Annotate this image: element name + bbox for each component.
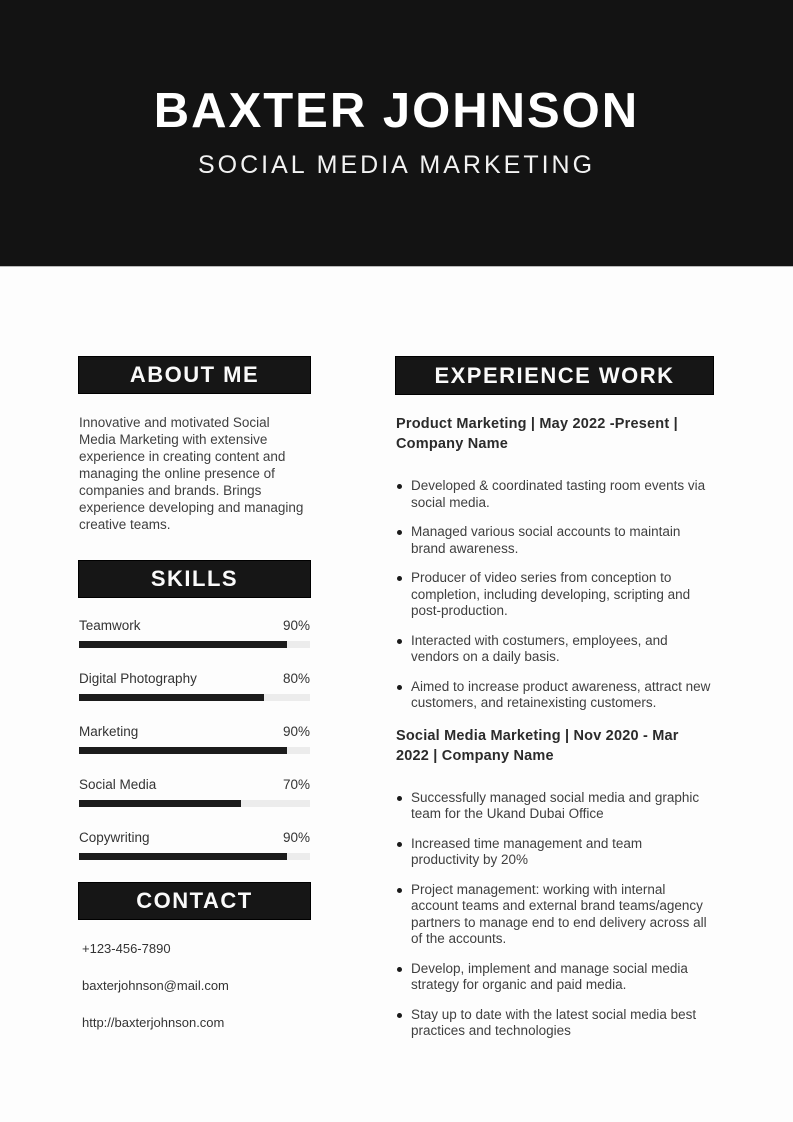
skill-progress-fill: [79, 853, 287, 860]
job-bullet-text: Successfully managed social media and graphic team for the Ukand Dubai Office: [411, 789, 700, 821]
skill-label: Digital Photography: [79, 671, 197, 686]
person-role-subtitle: SOCIAL MEDIA MARKETING: [197, 151, 596, 180]
job-bullet-item: [396, 836, 713, 869]
person-name: BAXTER JOHNSON: [153, 83, 640, 138]
bullet-dot-icon: [397, 685, 402, 690]
skill-progress-fill: [79, 641, 287, 648]
bullet-dot-icon: [397, 967, 402, 972]
job-bullet-text: Managed various social accounts to maintain brand awareness.: [411, 524, 681, 556]
bullet-dot-icon: [397, 639, 402, 644]
job-entry: [396, 414, 713, 712]
job-bullet-text: Increased time management and team productivity by 20%: [411, 835, 643, 867]
skills-section-title: SKILLS: [150, 566, 239, 591]
skill-percentage: 80%: [282, 671, 310, 686]
contact-section-title: CONTACT: [136, 888, 253, 913]
bullet-dot-icon: [397, 1013, 402, 1018]
contact-list: [79, 941, 310, 1031]
bullet-dot-icon: [397, 796, 402, 801]
job-bullet-text: Develop, implement and manage social media strategy for organic and paid media.: [411, 960, 688, 992]
skill-row: [79, 830, 310, 860]
skill-label: Copywriting: [79, 830, 150, 845]
job-bullet-item: [396, 478, 713, 511]
skill-progress-fill: [79, 747, 287, 754]
skill-progress-track: [79, 800, 310, 807]
job-bullet-item: [396, 524, 713, 557]
experience-jobs-list: [396, 414, 713, 1040]
job-bullet-text: Developed & coordinated tasting room events via social media.: [411, 478, 706, 510]
job-heading: Social Media Marketing | Nov 2020 - Mar 2022 | Company Name: [396, 727, 679, 764]
resume-header: [0, 0, 793, 267]
about-section-title: ABOUT ME: [129, 362, 260, 387]
skill-progress-fill: [79, 800, 241, 807]
skill-progress-track: [79, 641, 310, 648]
skill-row: [79, 671, 310, 701]
skill-percentage: 90%: [282, 618, 310, 633]
left-column: [79, 357, 310, 1054]
skill-progress-track: [79, 747, 310, 754]
job-bullet-item: [396, 679, 713, 712]
skill-progress-track: [79, 853, 310, 860]
job-bullet-text: Aimed to increase product awareness, attract new customers, and retainexisting customers.: [411, 678, 711, 710]
job-bullet-text: Producer of video series from conception to completion, including developing, scripting and post-production.: [411, 570, 691, 618]
skill-label: Social Media: [79, 777, 157, 792]
experience-section-header: [396, 357, 713, 394]
job-bullet-item: [396, 961, 713, 994]
skill-row: [79, 618, 310, 648]
contact-item-phone: +123-456-7890: [82, 941, 171, 956]
skill-row: [79, 777, 310, 807]
skill-percentage: 90%: [282, 830, 310, 845]
skill-label: Marketing: [79, 724, 139, 739]
resume-body: [0, 267, 793, 1054]
bullet-dot-icon: [397, 530, 402, 535]
skill-progress-fill: [79, 694, 264, 701]
job-bullet-text: Interacted with costumers, employees, and vendors on a daily basis.: [411, 632, 668, 664]
job-bullet-text: Project management: working with internal account teams and external brand teams/agency partners to manage end to end delivery across all of the accounts.: [411, 881, 707, 946]
skill-label: Teamwork: [79, 618, 141, 633]
job-heading: Product Marketing | May 2022 -Present | Company Name: [396, 416, 678, 452]
skill-percentage: 70%: [282, 777, 310, 792]
skill-progress-track: [79, 694, 310, 701]
skill-percentage: 90%: [282, 724, 310, 739]
skill-row: [79, 724, 310, 754]
job-bullet-item: [396, 570, 713, 620]
skills-section-header: [79, 561, 310, 597]
experience-section-title: EXPERIENCE WORK: [434, 362, 675, 388]
job-bullet-item: [396, 790, 713, 823]
bullet-dot-icon: [397, 484, 402, 489]
about-text: Innovative and motivated Social Media Marketing with extensive experience in creating content and managing the online presence of companies and brands. Brings experience developing and managing creative teams.: [79, 415, 304, 532]
job-entry: [396, 726, 713, 1040]
job-bullet-list: [396, 478, 713, 712]
skills-list: [79, 618, 310, 860]
job-bullet-list: [396, 790, 713, 1040]
job-bullet-item: [396, 633, 713, 666]
right-column: [396, 357, 713, 1054]
bullet-dot-icon: [397, 888, 402, 893]
contact-section-header: [79, 883, 310, 919]
bullet-dot-icon: [397, 576, 402, 581]
job-bullet-text: Stay up to date with the latest social media best practices and technologies: [411, 1006, 697, 1038]
contact-item-website: http://baxterjohnson.com: [82, 1015, 225, 1030]
job-bullet-item: [396, 882, 713, 948]
contact-item-email: baxterjohnson@mail.com: [82, 978, 229, 993]
job-bullet-item: [396, 1007, 713, 1040]
about-section-header: [79, 357, 310, 393]
bullet-dot-icon: [397, 842, 402, 847]
